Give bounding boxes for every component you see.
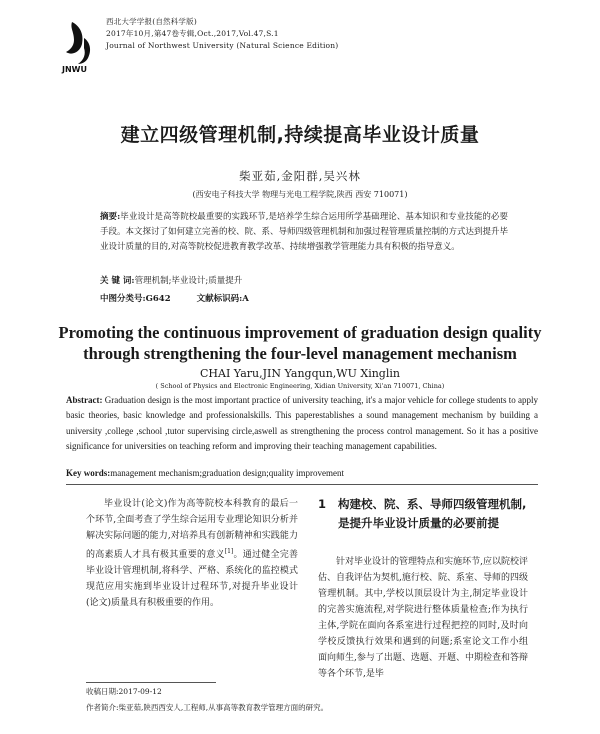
citation-ref: [1] bbox=[224, 548, 234, 555]
divider bbox=[66, 484, 538, 485]
footnote-author-bio: 作者简介:柴亚茹,陕西西安人,工程师,从事高等教育教学管理方面的研究。 bbox=[86, 703, 329, 712]
section-paragraph: 针对毕业设计的管理特点和实施环节,应以院校评估、自我评估为契机,施行校、院、系室、导师的四级管理机制。其中,学校以顶层设计为主,制定毕业设计的完善实施流程,对学院进行整体质量检查;作为执行主体,学院在面向各系室进行过程把控的同时,及时向学校反馈执行效果和遇到的问题;系室论文工作小组面向师生,参与了出题、选题、开题、中期检查和答辩等各个环节,是毕 bbox=[318, 557, 528, 679]
abstract-cn bbox=[100, 210, 508, 255]
journal-name-cn: 西北大学学报(自然科学版) bbox=[106, 17, 197, 26]
footnote-received: 收稿日期:2017-09-12 bbox=[86, 687, 162, 696]
keywords-text-en: management mechanism;graduation design;quality improvement bbox=[110, 468, 344, 478]
abstract-text-en: Graduation design is the most important practice of university teaching, it's a major vehicle for college students to apply basic theories, basic knowledge and professionalskills. This paperestablishes a sound management mechanism by building a university ,college ,school ,tutor supervising circle,aswell as strengthening the process control management. So it has a positive significance for universities on teaching reform and improving their teaching management capabilities. bbox=[66, 395, 538, 451]
abstract-label-cn: 摘要: bbox=[100, 212, 121, 222]
journal-issue: 2017年10月,第47卷专辑,Oct.,2017,Vol.47,S.1 bbox=[106, 29, 279, 38]
logo-text: JNWU bbox=[62, 65, 87, 74]
document-code: 文献标识码:A bbox=[196, 294, 249, 304]
section-number: 1 bbox=[318, 497, 327, 511]
keywords-text-cn: 管理机制;毕业设计;质量提升 bbox=[134, 276, 243, 286]
affiliation-cn: (西安电子科技大学 物理与光电工程学院,陕西 西安 710071) bbox=[192, 190, 408, 199]
paper-title-cn: 建立四级管理机制,持续提高毕业设计质量 bbox=[120, 124, 480, 146]
footnote-divider bbox=[86, 682, 216, 683]
abstract-text-cn: 毕业设计是高等院校最重要的实践环节,是培养学生综合运用所学基础理论、基本知识和专业技能的必要手段。本文探讨了如何建立完善的校、院、系、导师四级管理机制和加强过程管理质量控制的方式达到提升毕业设计质量的目的,对高等院校促进教育教学改革、持续增强教学管理能力具有积极的指导意义。 bbox=[100, 212, 509, 252]
classification-line bbox=[100, 292, 520, 304]
journal-logo-icon bbox=[58, 18, 104, 74]
keywords-en bbox=[66, 468, 538, 478]
journal-header bbox=[106, 16, 338, 52]
keywords-label-cn: 关 键 词: bbox=[100, 276, 135, 286]
keywords-label-en: Key words: bbox=[66, 468, 111, 478]
authors-cn: 柴亚茹,金阳群,吴兴林 bbox=[239, 169, 361, 183]
journal-name-en: Journal of Northwest University (Natural Science Edition) bbox=[106, 41, 339, 50]
intro-text: 毕业设计(论文)作为高等院校本科教育的最后一个环节,全面考查了学生综合运用专业理论知识分析并解决实际问题的能力,对培养具有创新精神和实践能力的高素质人才具有极其重要的意义 bbox=[86, 499, 298, 560]
abstract-en bbox=[66, 393, 538, 454]
authors-en: CHAI Yaru,JIN Yangqun,WU Xinglin bbox=[200, 367, 400, 380]
intro-paragraph bbox=[86, 496, 298, 611]
clc-number: 中图分类号:G642 bbox=[100, 294, 171, 304]
abstract-label-en: Abstract: bbox=[66, 395, 103, 405]
keywords-cn bbox=[100, 274, 508, 286]
affiliation-en: ( School of Physics and Electronic Engineering, Xidian University, Xi'an 710071, China) bbox=[155, 382, 445, 390]
intro-text-cont: 。通过健全完善毕业设计管理机制,将科学、严格、系统化的监控模式现范应用实施到毕业设计过程环节,对提升毕业设计(论文)质量具有积极重要的作用。 bbox=[86, 550, 298, 608]
paper-title-en: Promoting the continuous improvement of graduation design quality through strengthening the four-level management mechanism bbox=[58, 323, 542, 363]
section-title: 构建校、院、系、导师四级管理机制,是提升毕业设计质量的必要前提 bbox=[338, 497, 527, 530]
